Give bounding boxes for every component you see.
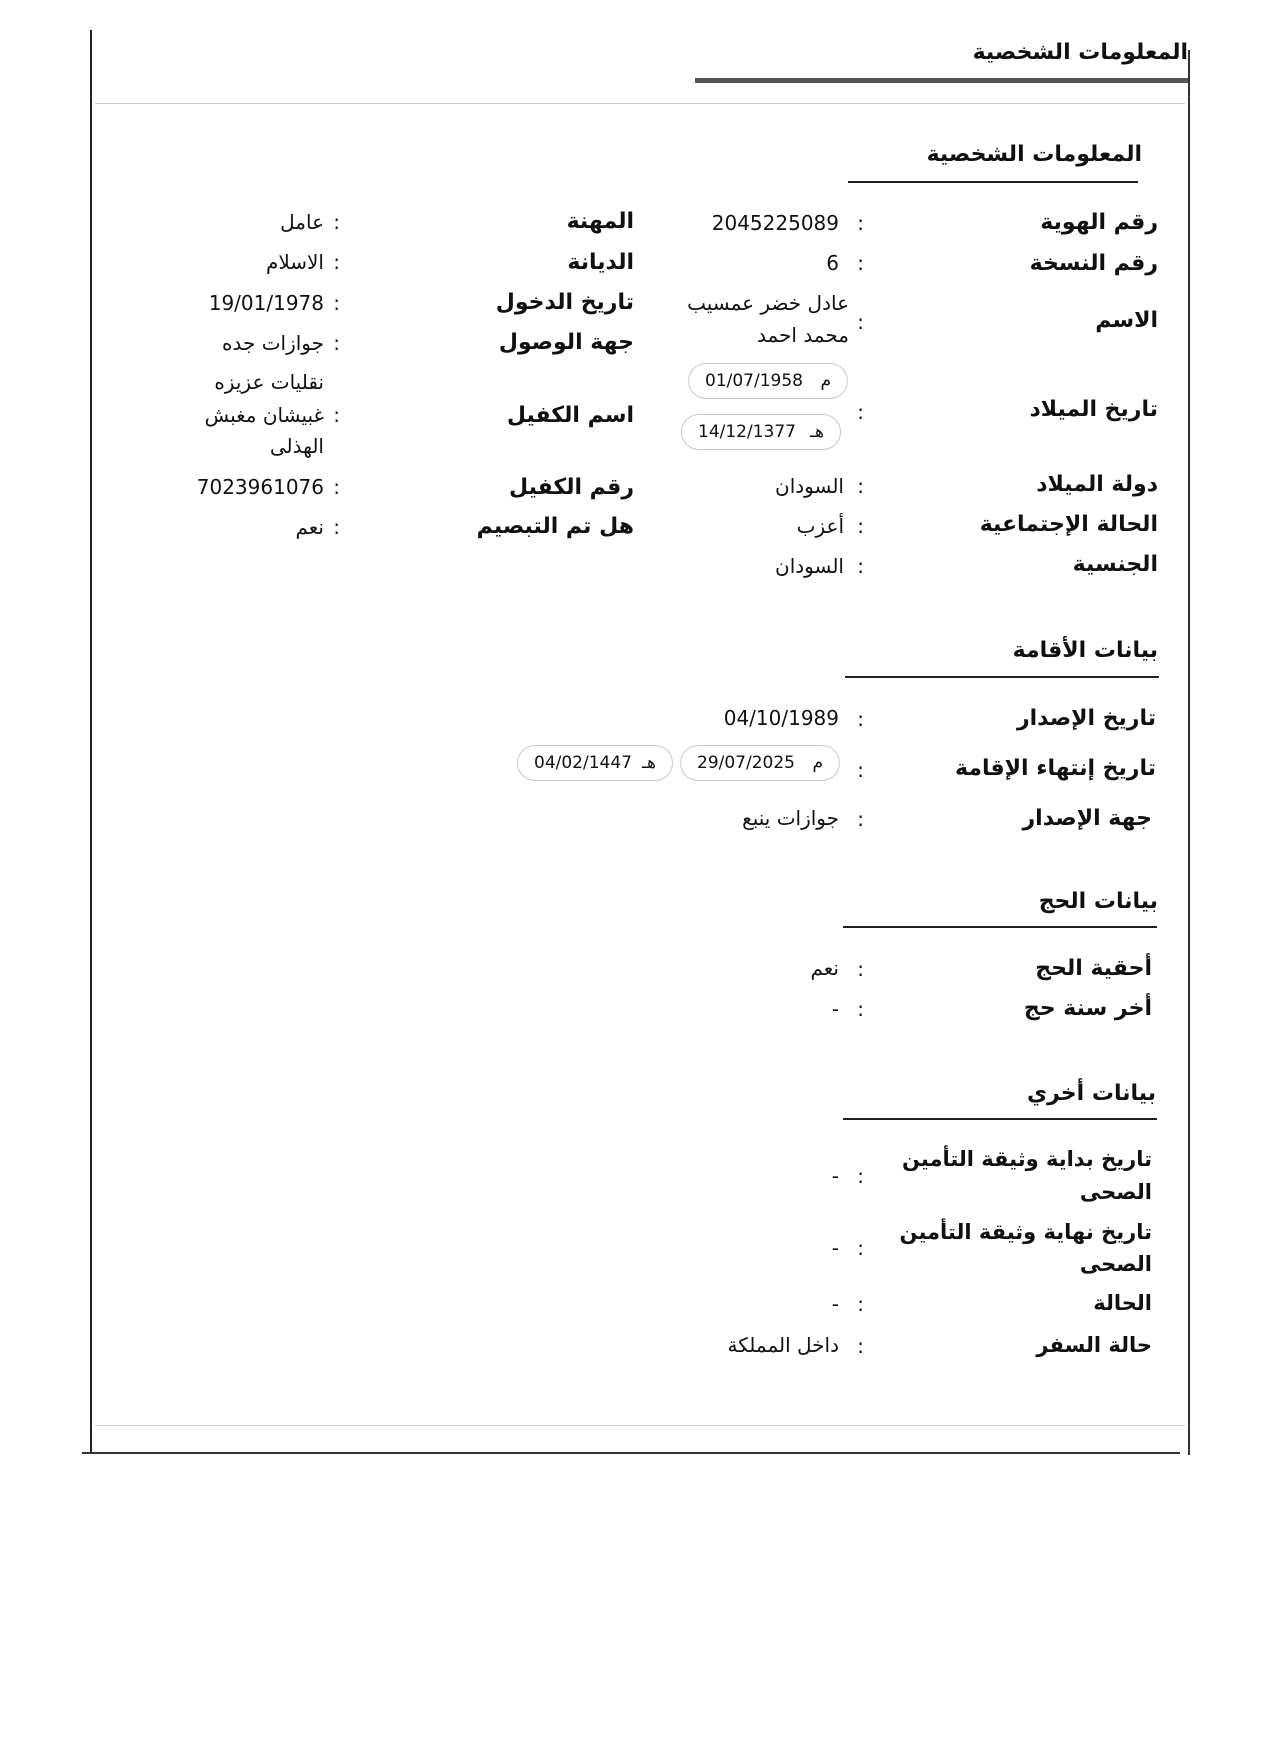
sponsor-number-label: رقم الكفيل: [508, 475, 634, 500]
header-underline: [695, 78, 1188, 83]
name-value-line2: محمد احمد: [756, 323, 849, 347]
colon: :: [857, 758, 864, 782]
colon: :: [857, 997, 864, 1021]
hajj-section-rule: [843, 926, 1157, 928]
hajj-eligibility-value: نعم: [810, 956, 839, 980]
nationality-value: السودان: [775, 554, 844, 578]
residency-issue-date-value: 04/10/1989: [723, 706, 839, 730]
personal-section-rule: [848, 181, 1138, 183]
colon: :: [857, 514, 864, 538]
sponsor-name-label: اسم الكفيل: [506, 403, 634, 428]
nationality-label: الجنسية: [1072, 552, 1158, 577]
birth-country-value: السودان: [775, 474, 844, 498]
page-title: المعلومات الشخصية: [972, 40, 1188, 65]
colon: :: [333, 515, 340, 539]
insurance-end-label-line1: تاريخ نهاية وثيقة التأمين: [899, 1220, 1152, 1244]
travel-status-label: حالة السفر: [1036, 1333, 1152, 1357]
entry-date-value: 19/01/1978: [208, 291, 324, 315]
other-section-rule: [843, 1118, 1157, 1120]
other-section-title: بيانات أخري: [1026, 1081, 1156, 1106]
hijri-tag: هـ: [642, 753, 656, 773]
gregorian-tag: م: [820, 371, 831, 391]
insurance-start-label-line2: الصحى: [1079, 1180, 1152, 1204]
birth-date-gregorian-value: 01/07/1958: [705, 371, 803, 391]
hajj-eligibility-label: أحقية الحج: [1035, 956, 1152, 981]
copy-number-label: رقم النسخة: [1029, 251, 1158, 276]
colon: :: [857, 707, 864, 731]
birth-country-label: دولة الميلاد: [1036, 472, 1158, 497]
id-number-value: 2045225089: [711, 211, 839, 235]
last-hajj-year-value: -: [831, 997, 839, 1021]
religion-value: الاسلام: [265, 250, 324, 274]
id-number-label: رقم الهوية: [1040, 210, 1158, 235]
colon: :: [857, 1292, 864, 1316]
gregorian-tag: م: [812, 753, 823, 773]
colon: :: [333, 291, 340, 315]
colon: :: [857, 1236, 864, 1260]
insurance-end-value: -: [831, 1236, 839, 1260]
colon: :: [333, 475, 340, 499]
frame-left-border: [90, 30, 92, 1452]
colon: :: [333, 250, 340, 274]
residency-expiry-gregorian-pill: [680, 745, 840, 781]
birth-date-hijri-value: 14/12/1377: [698, 422, 796, 442]
marital-status-value: أعزب: [796, 514, 844, 538]
arrival-port-value: جوازات جده: [222, 331, 324, 355]
name-label: الاسم: [1095, 308, 1158, 333]
frame-right-border: [1188, 50, 1190, 1455]
header-divider: [95, 103, 1185, 104]
residency-section-rule: [845, 676, 1159, 678]
entry-date-label: تاريخ الدخول: [495, 290, 634, 315]
occupation-label: المهنة: [566, 209, 634, 234]
status-label: الحالة: [1093, 1291, 1152, 1315]
colon: :: [857, 400, 864, 424]
colon: :: [857, 1334, 864, 1358]
sponsor-name-line2: غبيشان مغبش: [204, 403, 324, 427]
sponsor-number-value: 7023961076: [196, 475, 324, 499]
birth-date-label: تاريخ الميلاد: [1029, 397, 1158, 422]
travel-status-value: داخل المملكة: [727, 1333, 839, 1357]
residency-authority-label: جهة الإصدار: [1022, 806, 1152, 831]
residency-issue-date-label: تاريخ الإصدار: [1016, 706, 1156, 731]
name-value-line1: عادل خضر عمسيب: [687, 291, 849, 315]
colon: :: [333, 331, 340, 355]
colon: :: [857, 211, 864, 235]
personal-section-title: المعلومات الشخصية: [926, 142, 1142, 167]
marital-status-label: الحالة الإجتماعية: [979, 512, 1158, 537]
colon: :: [857, 554, 864, 578]
colon: :: [857, 310, 864, 334]
last-hajj-year-label: أخر سنة حج: [1023, 996, 1152, 1021]
birth-date-gregorian-pill: [688, 363, 848, 399]
insurance-start-value: -: [831, 1164, 839, 1188]
colon: :: [857, 807, 864, 831]
footer-divider: [95, 1425, 1185, 1426]
colon: :: [333, 210, 340, 234]
occupation-value: عامل: [280, 210, 324, 234]
residency-expiry-label: تاريخ إنتهاء الإقامة: [955, 756, 1156, 781]
residency-expiry-gregorian-value: 29/07/2025: [697, 753, 795, 773]
colon: :: [333, 403, 340, 427]
residency-authority-value: جوازات ينبع: [742, 806, 839, 830]
colon: :: [857, 251, 864, 275]
sponsor-name-line3: الهذلى: [269, 434, 324, 458]
colon: :: [857, 474, 864, 498]
birth-date-hijri-pill: [681, 414, 841, 450]
residency-expiry-hijri-pill: [517, 745, 673, 781]
insurance-start-label-line1: تاريخ بداية وثيقة التأمين: [901, 1147, 1152, 1171]
frame-bottom-border: [82, 1452, 1180, 1454]
hijri-tag: هـ: [810, 422, 824, 442]
religion-label: الديانة: [567, 250, 634, 275]
sponsor-name-line1: نقليات عزيزه: [214, 370, 324, 394]
colon: :: [857, 1164, 864, 1188]
arrival-port-label: جهة الوصول: [498, 330, 634, 355]
residency-expiry-hijri-value: 04/02/1447: [534, 753, 632, 773]
fingerprinted-value: نعم: [295, 515, 324, 539]
hajj-section-title: بيانات الحج: [1038, 889, 1158, 914]
insurance-end-label-line2: الصحى: [1079, 1252, 1152, 1276]
copy-number-value: 6: [826, 251, 839, 275]
status-value: -: [831, 1292, 839, 1316]
residency-section-title: بيانات الأقامة: [1012, 638, 1158, 663]
colon: :: [857, 957, 864, 981]
fingerprinted-label: هل تم التبصيم: [476, 514, 634, 539]
